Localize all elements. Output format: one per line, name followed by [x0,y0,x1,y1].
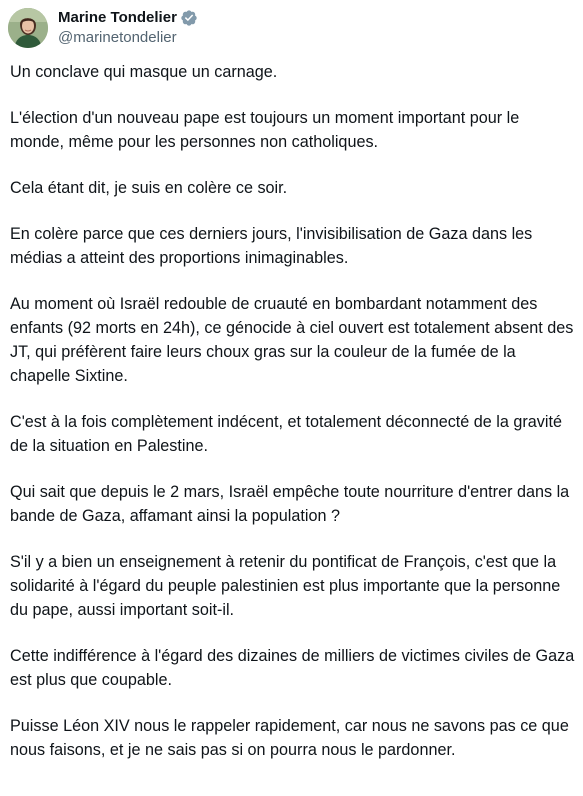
name-row [58,8,198,28]
tweet-header [8,6,198,50]
tweet-paragraph: Qui sait que depuis le 2 mars, Israël empêche toute nourriture d'entrer dans la bande de Gaza, affamant ainsi la population ? [10,483,570,525]
tweet-paragraph: Puisse Léon XIV nous le rappeler rapidement, car nous ne savons pas ce que nous faisons, et je ne sais pas si on pourra nous le pardonner. [10,717,569,759]
display-name[interactable]: Marine Tondelier [58,9,177,26]
tweet-paragraph: Au moment où Israël redouble de cruauté en bombardant notamment des enfants (92 morts en 24h), ce génocide à ciel ouvert est totalement absent des JT, qui préfèrent faire leurs choux gras sur la couleur de la fumée de la chapelle Sixtine. [10,295,574,385]
tweet-paragraph: L'élection d'un nouveau pape est toujours un moment important pour le monde, même pour les personnes non catholiques. [10,109,520,151]
avatar-image [8,8,48,48]
avatar[interactable] [8,8,48,48]
verified-badge-icon[interactable] [180,9,198,27]
tweet-paragraph: C'est à la fois complètement indécent, et totalement déconnecté de la gravité de la situation en Palestine. [10,413,562,455]
tweet-paragraph: En colère parce que ces derniers jours, l'invisibilisation de Gaza dans les médias a atteint des proportions inimaginables. [10,225,533,267]
tweet-paragraph: Cette indifférence à l'égard des dizaines de milliers de victimes civiles de Gaza est plus que coupable. [10,647,575,689]
tweet-paragraph: S'il y a bien un enseignement à retenir du pontificat de François, c'est que la solidarité à l'égard du peuple palestinien est plus importante que la personne du pape, aussi important soit-il. [10,553,561,619]
tweet-text [10,60,575,762]
tweet-paragraph: Un conclave qui masque un carnage. [10,63,278,81]
tweet-paragraph: Cela étant dit, je suis en colère ce soir. [10,179,288,197]
author-names [58,8,198,48]
handle[interactable]: @marinetondelier [58,29,177,46]
